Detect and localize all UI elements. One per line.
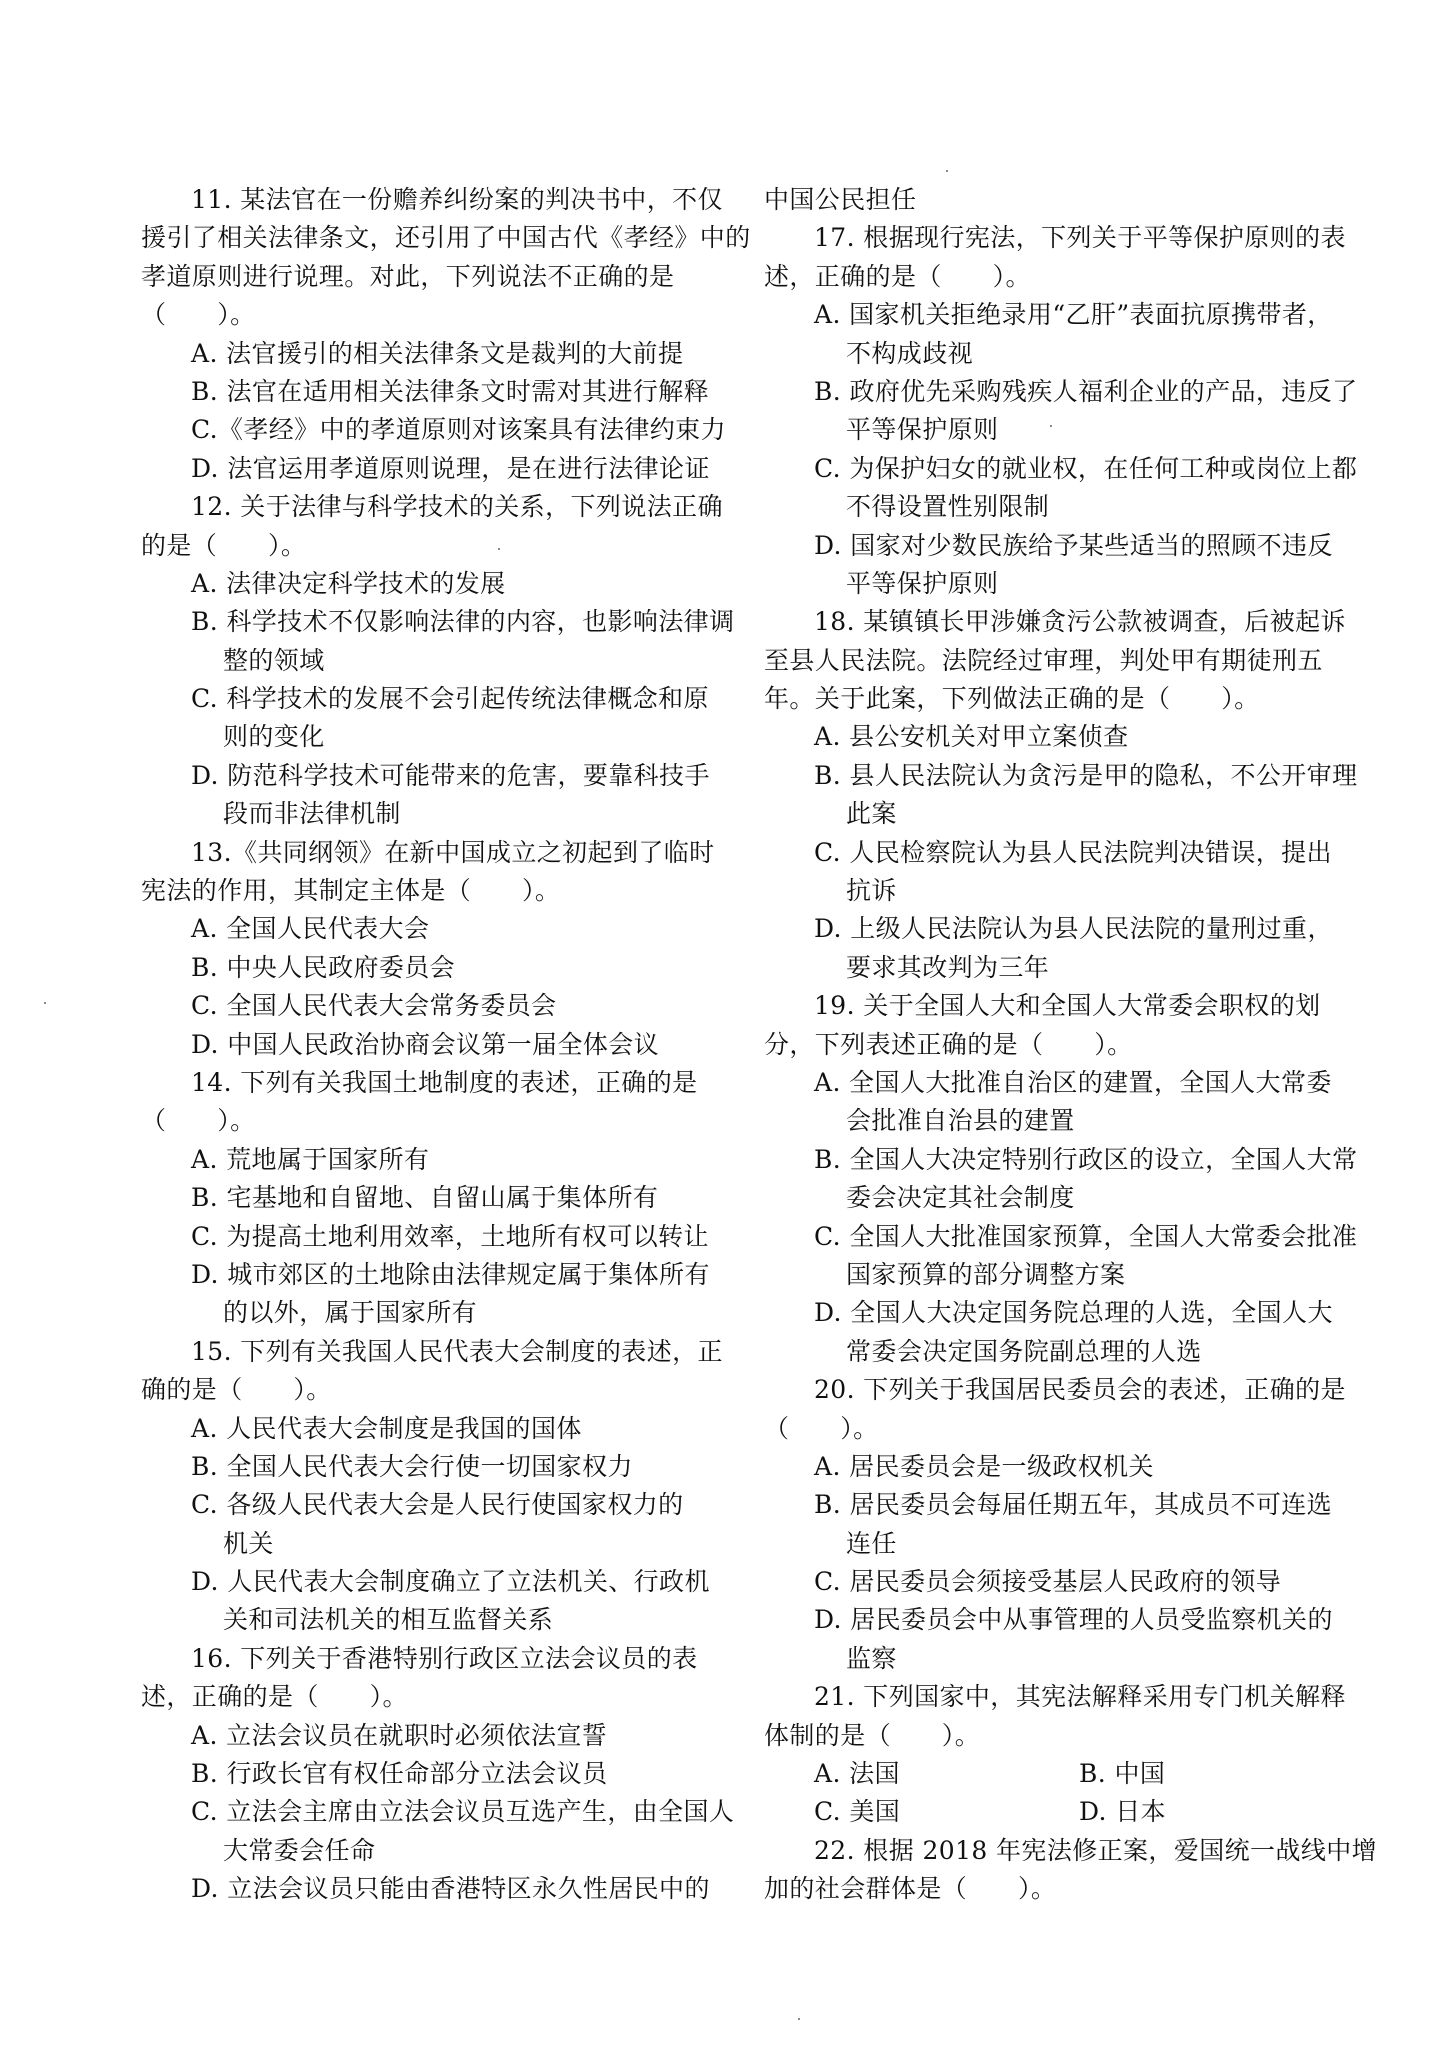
option-line: B. 居民委员会每届任期五年，其成员不可连选	[814, 1490, 1333, 1520]
option-line: C. 全国人大批准国家预算，全国人大常委会批准	[814, 1221, 1358, 1251]
option-row	[764, 1793, 1344, 1831]
question-continuation-line: 援引了相关法律条文，还引用了中国古代《孝经》中的	[141, 223, 751, 253]
option-row	[764, 1755, 1344, 1793]
question-continuation-line: （ ）。	[141, 1106, 256, 1136]
option-continuation-line: 关和司法机关的相互监督关系	[223, 1605, 554, 1635]
scan-speck	[44, 1002, 46, 1004]
question-continuation-line: 加的社会群体是（ ）。	[764, 1874, 1057, 1904]
question-line: 22. 根据 2018 年宪法修正案，爱国统一战线中增	[814, 1835, 1378, 1865]
question-continuation-line: 的是（ ）。	[141, 530, 307, 560]
option-continuation-line: 机关	[223, 1528, 274, 1558]
option-cell: D. 日本	[1079, 1797, 1167, 1827]
scan-speck	[498, 548, 500, 550]
option-continuation-line: 委会决定其社会制度	[846, 1183, 1075, 1213]
left-column	[141, 181, 751, 1909]
option-continuation-line: 监察	[846, 1643, 897, 1673]
option-continuation-line: 此案	[846, 799, 897, 829]
option-line: C. 科学技术的发展不会引起传统法律概念和原	[191, 684, 709, 714]
question-line: 17. 根据现行宪法，下列关于平等保护原则的表	[814, 223, 1346, 253]
option-cell: A. 法国	[814, 1759, 900, 1789]
option-line: A. 人民代表大会制度是我国的国体	[191, 1413, 582, 1443]
question-continuation-line: 中国公民担任	[764, 185, 917, 214]
question-continuation-line: 述，正确的是（ ）。	[764, 261, 1031, 291]
option-line: C. 居民委员会须接受基层人民政府的领导	[814, 1567, 1282, 1597]
option-continuation-line: 则的变化	[223, 722, 325, 752]
question-line: 11. 某法官在一份赡养纠纷案的判决书中，不仅	[191, 185, 723, 214]
question-line: 12. 关于法律与科学技术的关系，下列说法正确	[191, 492, 723, 522]
question-line: 21. 下列国家中，其宪法解释采用专门机关解释	[814, 1682, 1346, 1712]
option-line: D. 人民代表大会制度确立了立法机关、行政机	[191, 1567, 710, 1597]
option-line: C. 为保护妇女的就业权，在任何工种或岗位上都	[814, 453, 1358, 483]
question-continuation-line: 年。关于此案，下列做法正确的是（ ）。	[764, 684, 1260, 714]
right-column	[764, 181, 1378, 1909]
option-line: B. 科学技术不仅影响法律的内容，也影响法律调	[191, 607, 735, 637]
question-line: 19. 关于全国人大和全国人大常委会职权的划	[814, 991, 1321, 1021]
option-line: A. 荒地属于国家所有	[191, 1144, 430, 1174]
option-line: D. 防范科学技术可能带来的危害，要靠科技手	[191, 760, 710, 790]
question-line: 13.《共同纲领》在新中国成立之初起到了临时	[191, 837, 715, 867]
question-continuation-line: 确的是（ ）。	[141, 1375, 332, 1405]
question-continuation-line: （ ）。	[764, 1413, 879, 1443]
question-continuation-line: 述，正确的是（ ）。	[141, 1682, 408, 1712]
option-continuation-line: 会批准自治县的建置	[846, 1106, 1075, 1136]
option-continuation-line: 平等保护原则	[846, 568, 999, 598]
option-line: A. 全国人大批准自治区的建置，全国人大常委	[814, 1067, 1332, 1097]
option-line: A. 全国人民代表大会	[191, 914, 430, 944]
option-continuation-line: 不构成歧视	[846, 338, 974, 368]
question-line: 18. 某镇镇长甲涉嫌贪污公款被调查，后被起诉	[814, 607, 1346, 637]
option-line: C. 各级人民代表大会是人民行使国家权力的	[191, 1490, 684, 1520]
question-continuation-line: 至县人民法院。法院经过审理，判处甲有期徒刑五	[764, 645, 1323, 675]
question-continuation-line: （ ）。	[141, 300, 256, 330]
option-line: C. 人民检察院认为县人民法院判决错误，提出	[814, 837, 1332, 867]
option-line: C. 立法会主席由立法会议员互选产生，由全国人	[191, 1797, 735, 1827]
option-line: A. 国家机关拒绝录用“乙肝”表面抗原携带者，	[814, 300, 1333, 330]
option-line: B. 县人民法院认为贪污是甲的隐私，不公开审理	[814, 760, 1358, 790]
option-continuation-line: 大常委会任命	[223, 1835, 376, 1865]
option-continuation-line: 国家预算的部分调整方案	[846, 1259, 1126, 1289]
question-line: 15. 下列有关我国人民代表大会制度的表述，正	[191, 1336, 723, 1366]
option-line: B. 法官在适用相关法律条文时需对其进行解释	[191, 376, 710, 406]
option-line: D. 居民委员会中从事管理的人员受监察机关的	[814, 1605, 1333, 1635]
question-continuation-line: 体制的是（ ）。	[764, 1720, 981, 1750]
option-line: C. 为提高土地利用效率，土地所有权可以转让	[191, 1221, 709, 1251]
question-line: 16. 下列关于香港特别行政区立法会议员的表	[191, 1643, 698, 1673]
option-continuation-line: 不得设置性别限制	[846, 492, 1050, 522]
option-line: B. 中央人民政府委员会	[191, 952, 456, 982]
option-continuation-line: 的以外，属于国家所有	[223, 1298, 478, 1328]
option-continuation-line: 连任	[846, 1528, 897, 1558]
scan-speck	[1050, 425, 1052, 427]
option-line: A. 立法会议员在就职时必须依法宣誓	[191, 1720, 608, 1750]
question-continuation-line: 孝道原则进行说理。对此，下列说法不正确的是	[141, 261, 675, 291]
option-line: C.《孝经》中的孝道原则对该案具有法律约束力	[191, 415, 726, 445]
scan-speck	[798, 2018, 800, 2020]
option-line: D. 城市郊区的土地除由法律规定属于集体所有	[191, 1259, 710, 1289]
question-continuation-line: 宪法的作用，其制定主体是（ ）。	[141, 876, 561, 906]
option-line: C. 全国人民代表大会常务委员会	[191, 991, 557, 1021]
option-line: D. 上级人民法院认为县人民法院的量刑过重，	[814, 914, 1333, 944]
option-continuation-line: 要求其改判为三年	[846, 952, 1050, 982]
option-line: A. 居民委员会是一级政权机关	[814, 1451, 1154, 1481]
option-continuation-line: 段而非法律机制	[223, 799, 401, 829]
option-line: A. 法律决定科学技术的发展	[191, 568, 506, 598]
option-line: D. 法官运用孝道原则说理，是在进行法律论证	[191, 453, 710, 483]
option-line: D. 国家对少数民族给予某些适当的照顾不违反	[814, 530, 1333, 560]
option-line: D. 全国人大决定国务院总理的人选，全国人大	[814, 1298, 1333, 1328]
option-line: B. 全国人民代表大会行使一切国家权力	[191, 1451, 633, 1481]
option-continuation-line: 常委会决定国务院副总理的人选	[846, 1336, 1202, 1366]
option-line: D. 立法会议员只能由香港特区永久性居民中的	[191, 1874, 710, 1904]
question-line: 20. 下列关于我国居民委员会的表述，正确的是	[814, 1375, 1346, 1405]
option-line: B. 宅基地和自留地、自留山属于集体所有	[191, 1183, 659, 1213]
option-cell: B. 中国	[1079, 1759, 1166, 1789]
question-line: 14. 下列有关我国土地制度的表述，正确的是	[191, 1067, 698, 1097]
option-line: A. 法官援引的相关法律条文是裁判的大前提	[191, 338, 684, 368]
option-continuation-line: 平等保护原则	[846, 415, 999, 445]
option-line: B. 行政长官有权任命部分立法会议员	[191, 1759, 608, 1789]
option-line: B. 政府优先采购残疾人福利企业的产品，违反了	[814, 376, 1358, 406]
option-line: B. 全国人大决定特别行政区的设立，全国人大常	[814, 1144, 1358, 1174]
option-continuation-line: 整的领域	[223, 645, 325, 675]
option-line: D. 中国人民政治协商会议第一届全体会议	[191, 1029, 660, 1059]
option-line: A. 县公安机关对甲立案侦查	[814, 722, 1129, 752]
scan-speck	[946, 170, 948, 172]
question-continuation-line: 分，下列表述正确的是（ ）。	[764, 1029, 1133, 1059]
option-cell: C. 美国	[814, 1797, 901, 1827]
option-continuation-line: 抗诉	[846, 876, 897, 906]
